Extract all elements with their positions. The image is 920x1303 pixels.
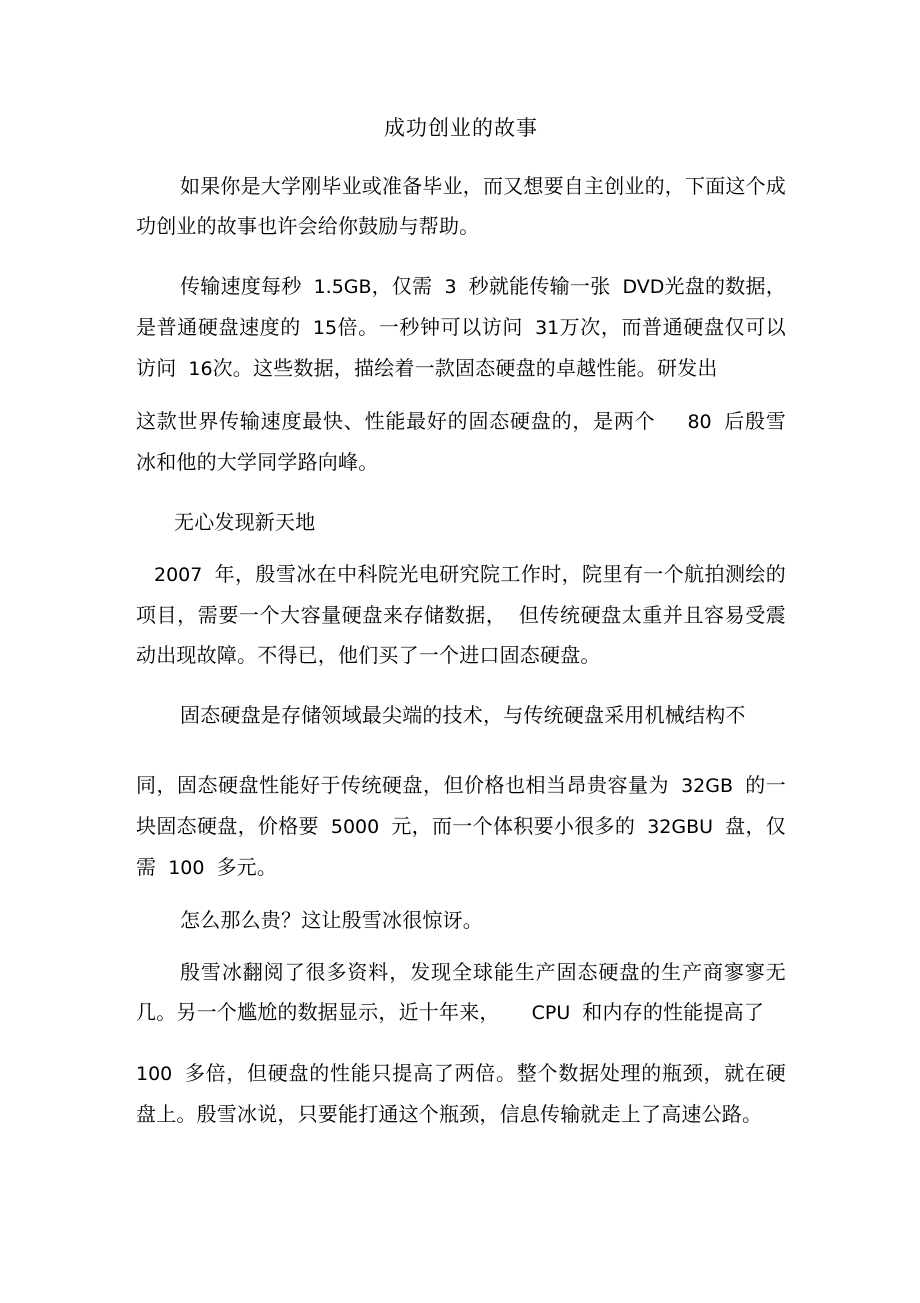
paragraph-spacer	[136, 940, 786, 952]
paragraph-spacer	[136, 735, 786, 765]
paragraph-2007-text-a: 年，殷雪冰在中科院光电研究院工作时，院里有一个航拍测绘的项目，需要一个大容量硬盘来存储数据，	[136, 562, 786, 627]
specs-text-f: 万次，而普通硬盘仅可以访问	[136, 315, 787, 380]
specs-speed-value: 1.5GB	[313, 276, 372, 298]
bottleneck-multiplier-value: 100	[136, 1063, 173, 1085]
specs-text-g: 次。这些数据，描绘着一款固态硬盘的卓越性能。研发出	[212, 356, 718, 380]
specs-seconds-value: 3	[444, 276, 457, 298]
specs-multiplier-value: 15	[312, 317, 338, 339]
surprise-text: 怎么那么贵？这让殷雪冰很惊讶。	[180, 908, 483, 932]
research-text-b: 和内存的性能提高了	[582, 1000, 765, 1024]
founders-text-b: 后殷雪冰和他的大学同学路向峰。	[136, 409, 786, 474]
specs-text-b: ，仅需	[371, 274, 433, 298]
paragraph-intro-text: 如果你是大学刚毕业或准备毕业，而又想要自主创业的，下面这个成功创业的故事也许会给你鼓励与帮助。	[136, 174, 786, 238]
pricing-text-d: 盘，仅需	[136, 814, 786, 879]
paragraph-spacer	[136, 888, 786, 900]
pricing-capacity-value: 32GB	[681, 775, 733, 797]
paragraph-intro	[136, 166, 786, 246]
specs-access-compare-value: 16	[188, 358, 213, 380]
section-heading-discovery: 无心发现新天地	[174, 510, 316, 534]
specs-text-a: 传输速度每秒	[180, 274, 302, 298]
pricing-usb-price-value: 100	[168, 857, 205, 879]
specs-text-d: 光盘的数据，是普通硬盘速度的	[136, 274, 786, 339]
page-title: 成功创业的故事	[384, 116, 538, 140]
pricing-price-value: 5000	[330, 816, 380, 838]
paragraph-research	[136, 952, 786, 1033]
pricing-text-e: 多元。	[216, 855, 278, 879]
pricing-usb-capacity-value: 32GBU	[647, 816, 714, 838]
paragraph-spacer	[136, 675, 786, 695]
year-value: 2007	[154, 564, 203, 586]
pricing-text-b: 的一块固态硬盘，价格要	[136, 773, 787, 838]
paragraph-bottleneck	[136, 1053, 786, 1134]
paragraph-spacer	[136, 246, 786, 266]
paragraph-pricing	[136, 765, 786, 888]
pricing-text-c: 元，而一个体积要小很多的	[391, 814, 636, 838]
paragraph-2007	[136, 554, 786, 675]
research-cpu-label: CPU	[531, 1002, 571, 1024]
paragraph-spacer	[136, 482, 786, 502]
paragraph-2007-text-b: 但传统硬盘太重并且容易受震动出现故障。不得已，他们买了一个进口固态硬盘。	[136, 603, 786, 667]
paragraph-ssd-tech	[136, 695, 786, 735]
ssd-tech-text: 固态硬盘是存储领域最尖端的技术，与传统硬盘采用机械结构不	[180, 703, 746, 727]
founders-text-a: 这款世界传输速度最快、性能最好的固态硬盘的，是两个	[136, 409, 656, 433]
research-text-a: 殷雪冰翻阅了很多资料，发现全球能生产固态硬盘的生产商寥寥无几。另一个尴尬的数据显示，近十年来，	[136, 960, 786, 1024]
paragraph-spacer	[136, 1033, 786, 1053]
paragraph-founders	[136, 401, 786, 482]
document-body	[136, 108, 786, 1134]
paragraph-surprise	[136, 900, 786, 940]
specs-text-e: 倍。一秒钟可以访问	[337, 315, 524, 339]
specs-text-c: 秒就能传输一张	[468, 274, 611, 298]
specs-dvd-label: DVD	[622, 276, 665, 298]
paragraph-spacer	[136, 542, 786, 554]
founders-generation-value: 80	[687, 411, 712, 433]
paragraph-specs	[136, 266, 786, 389]
specs-access-value: 31	[535, 317, 560, 339]
bottleneck-text: 多倍，但硬盘的性能只提高了两倍。整个数据处理的瓶颈，就在硬盘上。殷雪冰说，只要能打通这个瓶颈，信息传输就走上了高速公路。	[136, 1061, 786, 1126]
paragraph-spacer	[136, 389, 786, 401]
pricing-text-a: 同，固态硬盘性能好于传统硬盘，但价格也相当昂贵容量为	[136, 773, 670, 797]
